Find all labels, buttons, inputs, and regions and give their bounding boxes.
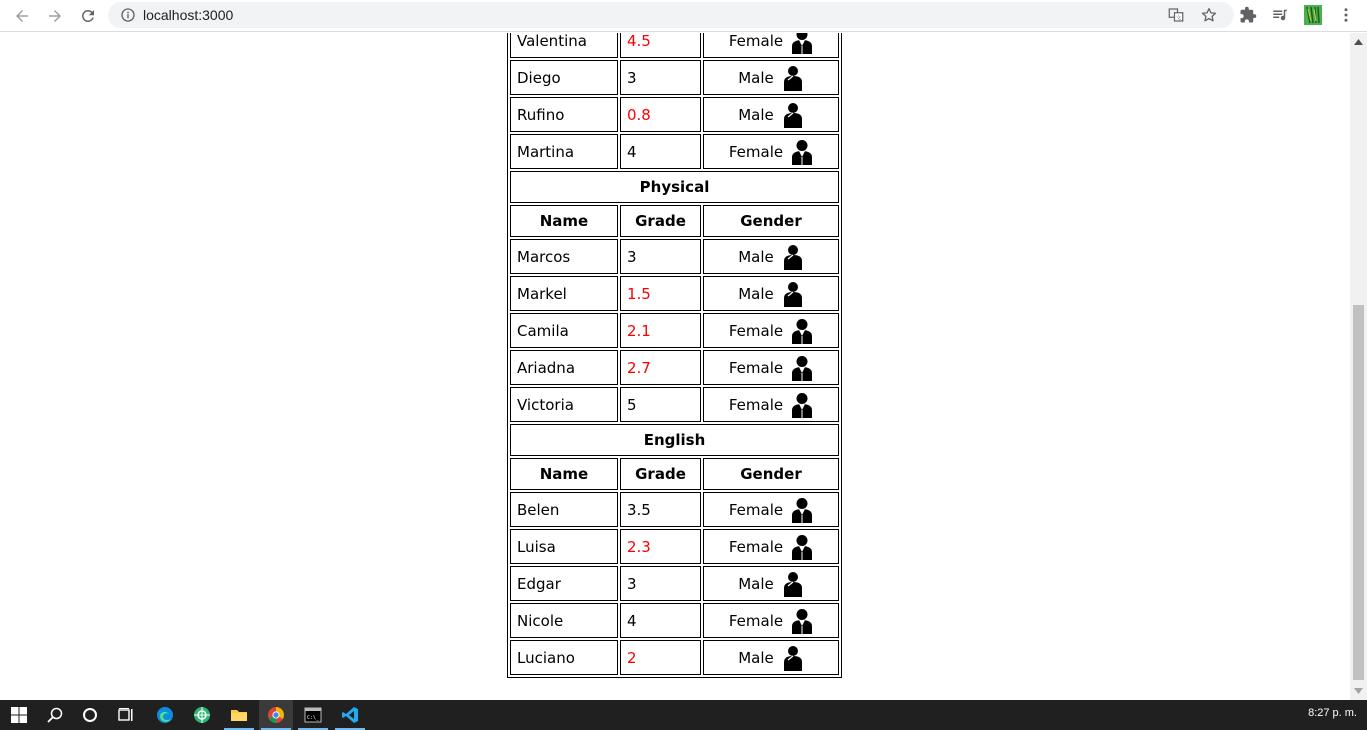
vertical-scrollbar[interactable] bbox=[1350, 33, 1367, 700]
page-viewport bbox=[0, 33, 1350, 700]
gender-label: Male bbox=[738, 648, 774, 667]
extensions-button[interactable] bbox=[1238, 5, 1258, 25]
table-row bbox=[510, 529, 839, 564]
column-header-name: Name bbox=[510, 205, 618, 237]
gender-label: Female bbox=[728, 321, 784, 340]
female-user-icon bbox=[791, 355, 813, 381]
table-row bbox=[510, 566, 839, 601]
reading-list-button[interactable] bbox=[1270, 5, 1290, 25]
queue-music-icon bbox=[1271, 6, 1289, 24]
student-name-cell: Martina bbox=[510, 134, 618, 169]
table-row bbox=[510, 313, 839, 348]
column-header-grade: Grade bbox=[620, 205, 701, 237]
subject-title-row bbox=[510, 171, 839, 203]
subject-title-row bbox=[510, 424, 839, 456]
gender-label: Female bbox=[728, 611, 784, 630]
svg-text:C:\_: C:\_ bbox=[307, 715, 320, 721]
grade-cell: 2.3 bbox=[620, 529, 701, 564]
gender-cell bbox=[703, 239, 839, 274]
task-view-button[interactable] bbox=[109, 700, 143, 730]
column-header-gender: Gender bbox=[703, 205, 839, 237]
gender-label: Male bbox=[738, 574, 774, 593]
grade-cell: 2.1 bbox=[620, 313, 701, 348]
table-row bbox=[510, 492, 839, 527]
table-row bbox=[510, 276, 839, 311]
arrow-right-icon bbox=[46, 7, 64, 25]
terminal-icon bbox=[304, 706, 322, 724]
gender-label: Male bbox=[738, 105, 774, 124]
student-name-cell: Victoria bbox=[510, 387, 618, 422]
male-user-icon bbox=[782, 102, 804, 128]
windows-taskbar bbox=[0, 700, 1367, 730]
scroll-down-icon[interactable] bbox=[1354, 688, 1363, 694]
gender-cell bbox=[703, 640, 839, 675]
student-name-cell: Marcos bbox=[510, 239, 618, 274]
start-button[interactable] bbox=[2, 700, 36, 730]
grades-table bbox=[507, 33, 842, 678]
table-row bbox=[510, 640, 839, 675]
gender-cell bbox=[703, 60, 839, 95]
address-bar[interactable] bbox=[108, 2, 1234, 28]
grade-cell: 5 bbox=[620, 387, 701, 422]
student-name-cell: Ariadna bbox=[510, 350, 618, 385]
student-name-cell: Valentina bbox=[510, 33, 618, 58]
edge-taskbar-icon[interactable] bbox=[148, 700, 182, 730]
taskbar-clock[interactable]: 8:27 p. m. bbox=[1308, 707, 1357, 719]
female-user-icon bbox=[791, 318, 813, 344]
back-button[interactable] bbox=[8, 2, 36, 30]
vscode-taskbar-icon[interactable] bbox=[333, 700, 367, 730]
gender-cell bbox=[703, 97, 839, 132]
grade-cell: 2.7 bbox=[620, 350, 701, 385]
subject-title: English bbox=[510, 424, 839, 456]
scrollbar-thumb[interactable] bbox=[1353, 305, 1364, 680]
female-user-icon bbox=[791, 534, 813, 560]
translate-icon[interactable] bbox=[1167, 6, 1185, 24]
column-header-gender: Gender bbox=[703, 458, 839, 490]
url-text[interactable]: localhost:3000 bbox=[143, 7, 234, 23]
female-user-icon bbox=[791, 139, 813, 165]
male-user-icon bbox=[782, 65, 804, 91]
gender-label: Male bbox=[738, 247, 774, 266]
gender-label: Female bbox=[728, 33, 784, 50]
cortana-icon bbox=[82, 707, 98, 723]
table-row bbox=[510, 60, 839, 95]
gender-cell bbox=[703, 529, 839, 564]
bookmark-star-icon[interactable] bbox=[1200, 6, 1218, 24]
table-row bbox=[510, 97, 839, 132]
gender-label: Female bbox=[728, 395, 784, 414]
student-name-cell: Luciano bbox=[510, 640, 618, 675]
table-row bbox=[510, 239, 839, 274]
terminal-taskbar-icon[interactable] bbox=[296, 700, 330, 730]
student-name-cell: Nicole bbox=[510, 603, 618, 638]
male-user-icon bbox=[782, 281, 804, 307]
column-header-row bbox=[510, 458, 839, 490]
gender-cell bbox=[703, 134, 839, 169]
student-name-cell: Belen bbox=[510, 492, 618, 527]
info-icon[interactable] bbox=[120, 7, 136, 23]
more-vertical-icon bbox=[1337, 6, 1355, 24]
profile-avatar[interactable] bbox=[1303, 5, 1323, 25]
gender-cell bbox=[703, 566, 839, 601]
scroll-up-icon[interactable] bbox=[1354, 39, 1363, 45]
cortana-button[interactable] bbox=[73, 700, 107, 730]
table-row bbox=[510, 33, 839, 58]
chrome-icon bbox=[267, 706, 285, 724]
grade-cell: 0.8 bbox=[620, 97, 701, 132]
puzzle-icon bbox=[1239, 6, 1257, 24]
gender-cell bbox=[703, 276, 839, 311]
female-user-icon bbox=[791, 497, 813, 523]
table-row bbox=[510, 350, 839, 385]
student-name-cell: Diego bbox=[510, 60, 618, 95]
reload-icon bbox=[79, 7, 97, 25]
task-view-icon bbox=[118, 707, 134, 723]
grade-cell: 3.5 bbox=[620, 492, 701, 527]
avatar-icon bbox=[1303, 5, 1323, 25]
gender-cell bbox=[703, 492, 839, 527]
student-name-cell: Edgar bbox=[510, 566, 618, 601]
student-name-cell: Camila bbox=[510, 313, 618, 348]
gender-cell bbox=[703, 350, 839, 385]
browser-toolbar bbox=[0, 0, 1367, 32]
reload-button[interactable] bbox=[74, 2, 102, 30]
grade-cell: 4 bbox=[620, 603, 701, 638]
student-name-cell: Markel bbox=[510, 276, 618, 311]
female-user-icon bbox=[791, 392, 813, 418]
student-name-cell: Luisa bbox=[510, 529, 618, 564]
table-row bbox=[510, 134, 839, 169]
male-user-icon bbox=[782, 571, 804, 597]
gender-label: Male bbox=[738, 68, 774, 87]
grade-cell: 1.5 bbox=[620, 276, 701, 311]
column-header-name: Name bbox=[510, 458, 618, 490]
column-header-row bbox=[510, 205, 839, 237]
gender-label: Female bbox=[728, 537, 784, 556]
gender-cell bbox=[703, 33, 839, 58]
gender-label: Female bbox=[728, 142, 784, 161]
browser-menu-button[interactable] bbox=[1336, 5, 1356, 25]
male-user-icon bbox=[782, 645, 804, 671]
grade-cell: 2 bbox=[620, 640, 701, 675]
gender-cell bbox=[703, 313, 839, 348]
column-header-grade: Grade bbox=[620, 458, 701, 490]
grade-cell: 4.5 bbox=[620, 33, 701, 58]
male-user-icon bbox=[782, 244, 804, 270]
globe-app-icon bbox=[193, 706, 211, 724]
gender-label: Female bbox=[728, 358, 784, 377]
edge-icon bbox=[156, 706, 174, 724]
gender-label: Female bbox=[728, 500, 784, 519]
app-taskbar-icon[interactable] bbox=[185, 700, 219, 730]
student-name-cell: Rufino bbox=[510, 97, 618, 132]
gender-label: Male bbox=[738, 284, 774, 303]
vscode-icon bbox=[341, 706, 359, 724]
gender-cell bbox=[703, 387, 839, 422]
chrome-taskbar-icon[interactable] bbox=[259, 700, 293, 730]
arrow-left-icon bbox=[13, 7, 31, 25]
table-row bbox=[510, 603, 839, 638]
file-explorer-taskbar-icon[interactable] bbox=[222, 700, 256, 730]
female-user-icon bbox=[791, 33, 813, 54]
windows-logo-icon bbox=[11, 707, 27, 723]
grade-cell: 3 bbox=[620, 566, 701, 601]
female-user-icon bbox=[791, 608, 813, 634]
grade-cell: 3 bbox=[620, 239, 701, 274]
subject-title: Physical bbox=[510, 171, 839, 203]
folder-icon bbox=[230, 706, 248, 724]
grade-cell: 3 bbox=[620, 60, 701, 95]
forward-button[interactable] bbox=[41, 2, 69, 30]
svg-text:文: 文 bbox=[1176, 15, 1182, 22]
search-icon bbox=[47, 707, 63, 723]
grade-cell: 4 bbox=[620, 134, 701, 169]
gender-cell bbox=[703, 603, 839, 638]
table-row bbox=[510, 387, 839, 422]
search-button[interactable] bbox=[38, 700, 72, 730]
